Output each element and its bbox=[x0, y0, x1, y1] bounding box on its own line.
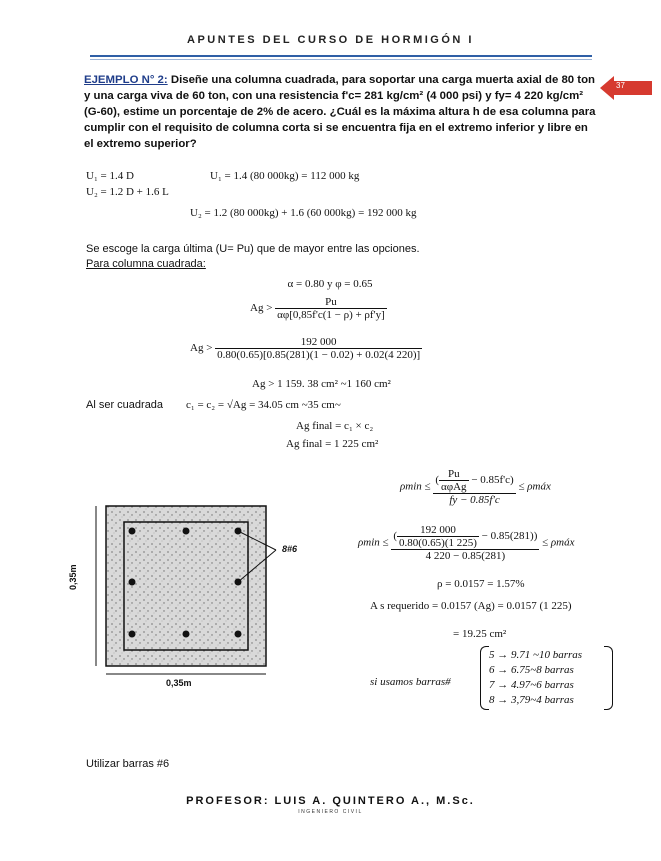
rho-inner-den: αφAg bbox=[441, 481, 467, 493]
ag-fraction bbox=[275, 296, 387, 321]
ag-final-value: Ag final = 1 225 cm² bbox=[286, 438, 379, 450]
rho2-denominator: 4 220 − 0.85(281) bbox=[425, 550, 506, 562]
as-required: A s requerido = 0.0157 (Ag) = 0.0157 (1 225) bbox=[370, 600, 572, 612]
bars-brace-left bbox=[480, 646, 489, 710]
arrow-left-icon bbox=[600, 76, 652, 100]
ag2-fraction bbox=[215, 336, 422, 361]
rho-rhs2: ≤ ρmáx bbox=[542, 536, 575, 549]
load-combo-u2: U₂ = 1.2 D + 1.6 L bbox=[86, 186, 169, 198]
rho-fraction bbox=[433, 468, 515, 506]
problem-statement bbox=[84, 72, 596, 152]
header-rule bbox=[90, 55, 592, 57]
rebar bbox=[129, 631, 136, 638]
bars-option: 5 → 9.71 ~10 barras bbox=[489, 649, 583, 661]
height-label: 0,35m bbox=[68, 564, 78, 590]
rho-inner-num: Pu bbox=[439, 468, 469, 481]
rho-inner-rest: − 0.85f'c bbox=[471, 474, 511, 487]
side-length-eq: c₁ = c₂ = √Ag = 34.05 cm ~35 cm~ bbox=[186, 399, 341, 411]
ag2-denominator: 0.80(0.65)[0.85(281)(1 − 0.02) + 0.02(4 220)] bbox=[217, 349, 421, 361]
rho-value: ρ = 0.0157 = 1.57% bbox=[437, 578, 525, 590]
ag-substituted bbox=[190, 336, 422, 361]
load-calc-u1: U₁ = 1.4 (80 000kg) = 112 000 kg bbox=[210, 170, 360, 182]
rho2-fraction bbox=[391, 524, 539, 562]
ag-final-def: Ag final = c₁ × c₂ bbox=[296, 420, 374, 432]
rho2-inner-den: 0.80(0.65)(1 225) bbox=[399, 537, 477, 549]
bars-list bbox=[489, 648, 582, 708]
ag-denominator: αφ[0,85f'c(1 − ρ) + ρf'y] bbox=[277, 309, 385, 321]
rho-lhs2: ρmin ≤ bbox=[358, 536, 389, 549]
rho-inner-fraction bbox=[439, 468, 469, 493]
ag-lhs: Ag > bbox=[250, 302, 273, 315]
ag2-lhs: Ag > bbox=[190, 342, 213, 355]
page-number-tag bbox=[600, 76, 652, 100]
example-label: EJEMPLO N° 2: bbox=[84, 74, 168, 86]
rho2-inner-fraction bbox=[397, 524, 479, 549]
footer-subtitle: INGENIERO CIVIL bbox=[298, 809, 363, 815]
rho-rhs1: ≤ ρmáx bbox=[518, 480, 551, 493]
rebar bbox=[183, 631, 190, 638]
bars-option: 8 → 3,79~4 barras bbox=[489, 694, 574, 706]
use-bars-text: Utilizar barras #6 bbox=[86, 758, 170, 770]
ag-result: Ag > 1 159. 38 cm² ~1 160 cm² bbox=[252, 378, 391, 390]
choose-text: Se escoge la carga última (U= Pu) que de mayor entre las opciones. bbox=[86, 243, 420, 255]
bars-option: 7 → 4.97~6 barras bbox=[489, 679, 574, 691]
bars-option: 6 → 6.75~8 barras bbox=[489, 664, 574, 676]
rho-denominator: fy − 0.85f'c bbox=[449, 494, 500, 506]
rebar bbox=[235, 631, 242, 638]
rho2-inner-rest: − 0.85(281) bbox=[481, 530, 534, 543]
rho2-inner-num: 192 000 bbox=[397, 524, 479, 537]
bars-label: si usamos barras# bbox=[370, 676, 451, 688]
bar-label: 8#6 bbox=[282, 544, 298, 554]
problem-text: Diseñe una columna cuadrada, para soportar una carga muerta axial de 80 ton y una carga viva de 60 ton, con una resistencia f'c= 281 kg/cm² (4 000 psi) y fy= 4 220 kg/cm² (G-60), estime un porcentaje de 2% de acero. ¿Cuál es la máxima altura h de esa columna para cumplir con el requisito de columna corta si se encuentra fija en el extremo inferior y libre en el extremo superior? bbox=[84, 74, 596, 150]
as-value: = 19.25 cm² bbox=[453, 628, 507, 640]
width-label: 0,35m bbox=[166, 678, 192, 688]
square-column-heading: Para columna cuadrada: bbox=[86, 258, 206, 270]
header-rule-thin bbox=[90, 59, 592, 60]
rho2-numerator: ( $\frac{192 000}{0.80(0.65)(1 225)}$ − 0.85(281)) bbox=[393, 524, 538, 549]
rho-substituted bbox=[358, 524, 575, 562]
bars-brace-right bbox=[604, 646, 613, 710]
rebar bbox=[129, 528, 136, 535]
alpha-phi-eq: α = 0.80 y φ = 0.65 bbox=[287, 278, 373, 290]
ag2-numerator: 192 000 bbox=[215, 336, 422, 349]
rho-lhs1: ρmin ≤ bbox=[400, 480, 431, 493]
column-section-figure bbox=[78, 494, 318, 704]
rho-min-formula bbox=[400, 468, 551, 506]
professor-footer: PROFESOR: LUIS A. QUINTERO A., M.Sc. bbox=[186, 795, 475, 807]
load-combo-u1: U₁ = 1.4 D bbox=[86, 170, 134, 182]
ag-numerator: Pu bbox=[275, 296, 387, 309]
rho-numerator: ( $\frac{Pu}{\text{αφAg}}$ − 0.85f'c) bbox=[435, 468, 514, 493]
load-calc-u2: U₂ = 1.2 (80 000kg) + 1.6 (60 000kg) = 192 000 kg bbox=[190, 207, 417, 219]
rebar bbox=[129, 579, 136, 586]
page-number: 37 bbox=[616, 81, 625, 90]
rebar bbox=[183, 528, 190, 535]
ag-formula bbox=[250, 296, 387, 321]
page-header-title: APUNTES DEL CURSO DE HORMIGÓN I bbox=[187, 34, 474, 46]
square-label: Al ser cuadrada bbox=[86, 399, 164, 411]
